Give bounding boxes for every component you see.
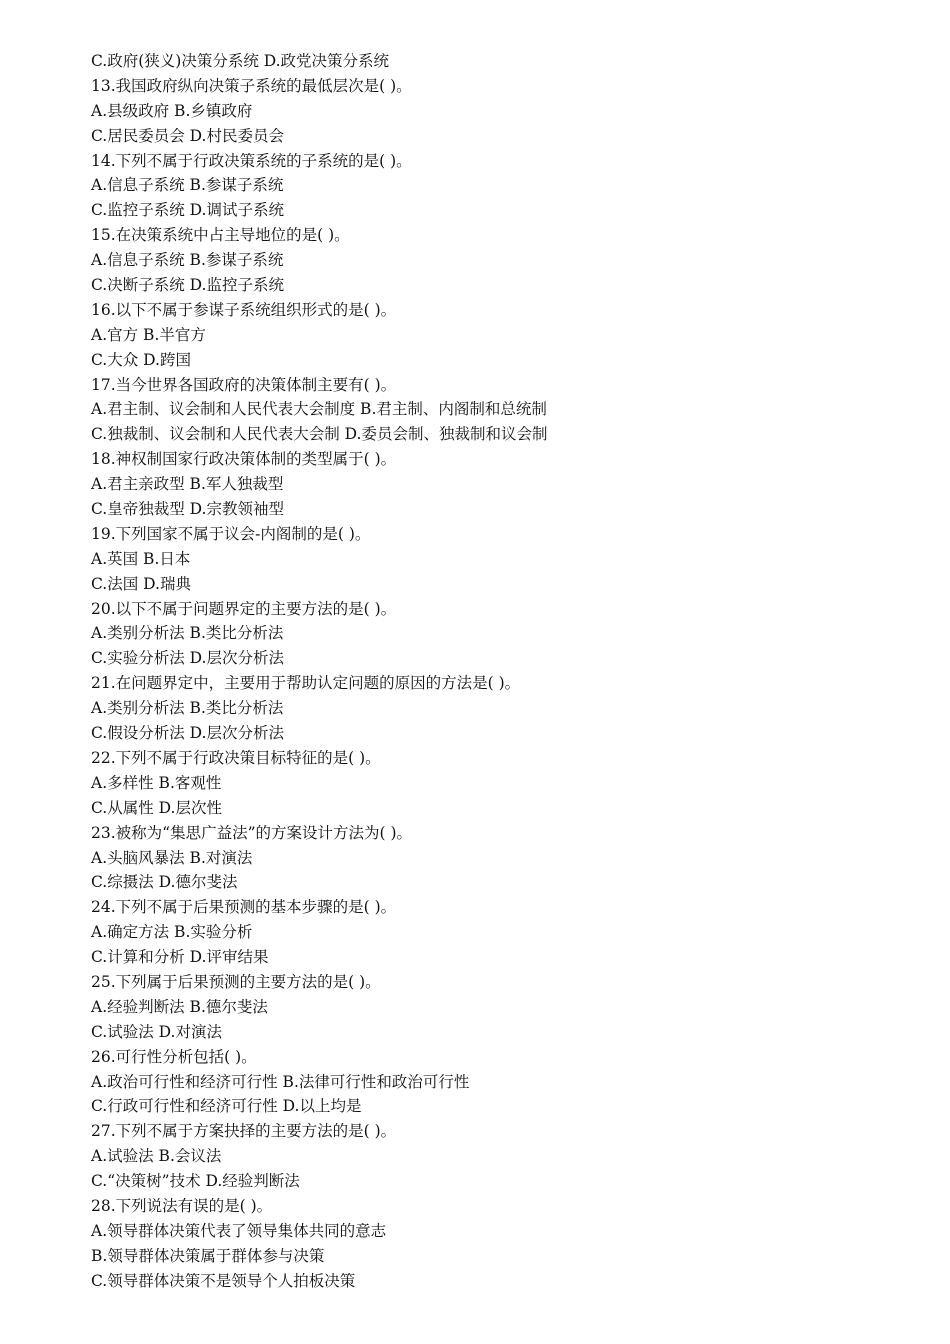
question-20: 20.以下不属于问题界定的主要方法的是( )。 <box>91 599 397 618</box>
options-line: A.类别分析法 B.类比分析法 <box>91 624 284 643</box>
options-line: A.官方 B.半官方 <box>91 325 206 344</box>
question-24: 24.下列不属于后果预测的基本步骤的是( )。 <box>91 898 397 917</box>
options-line: A.信息子系统 B.参谋子系统 <box>91 176 284 195</box>
options-line: C.法国 D.瑞典 <box>91 574 191 593</box>
options-line: C.监控子系统 D.调试子系统 <box>91 201 284 220</box>
options-line: C.居民委员会 D.村民委员会 <box>91 126 284 145</box>
question-13: 13.我国政府纵向决策子系统的最低层次是( )。 <box>91 76 412 95</box>
document-page <box>91 49 911 1294</box>
question-25: 25.下列属于后果预测的主要方法的是( )。 <box>91 972 381 991</box>
options-line: C.决断子系统 D.监控子系统 <box>91 276 284 295</box>
options-line: B.领导群体决策属于群体参与决策 <box>91 1246 325 1265</box>
options-line: C.皇帝独裁型 D.宗教领袖型 <box>91 500 284 519</box>
options-line: C.综摄法 D.德尔斐法 <box>91 873 238 892</box>
question-15: 15.在决策系统中占主导地位的是( )。 <box>91 226 350 245</box>
options-line: A.经验判断法 B.德尔斐法 <box>91 997 268 1016</box>
question-16: 16.以下不属于参谋子系统组织形式的是( )。 <box>91 300 397 319</box>
options-line: A.信息子系统 B.参谋子系统 <box>91 251 284 270</box>
options-line: A.政治可行性和经济可行性 B.法律可行性和政治可行性 <box>91 1072 470 1091</box>
options-line: A.君主亲政型 B.军人独裁型 <box>91 475 284 494</box>
question-27: 27.下列不属于方案抉择的主要方法的是( )。 <box>91 1122 397 1141</box>
question-23: 23.被称为“集思广益法”的方案设计方法为( )。 <box>91 823 413 842</box>
options-line: A.领导群体决策代表了领导集体共同的意志 <box>91 1221 387 1240</box>
options-line: A.英国 B.日本 <box>91 549 191 568</box>
options-line: C.实验分析法 D.层次分析法 <box>91 649 284 668</box>
question-19: 19.下列国家不属于议会-内阁制的是( )。 <box>91 524 371 543</box>
options-line: C.行政可行性和经济可行性 D.以上均是 <box>91 1097 362 1116</box>
options-line: C.大众 D.跨国 <box>91 350 191 369</box>
options-line: A.确定方法 B.实验分析 <box>91 923 253 942</box>
text-line: C.政府(狭义)决策分系统 D.政党决策分系统 <box>91 52 390 70</box>
question-22: 22.下列不属于行政决策目标特征的是( )。 <box>91 748 381 767</box>
options-line: C.试验法 D.对演法 <box>91 1022 222 1041</box>
question-26: 26.可行性分析包括( )。 <box>91 1047 257 1066</box>
options-line: C.独裁制、议会制和人民代表大会制 D.委员会制、独裁制和议会制 <box>91 425 548 444</box>
question-21: 21.在问题界定中，主要用于帮助认定问题的原因的方法是( )。 <box>91 674 521 693</box>
options-line: A.多样性 B.客观性 <box>91 773 222 792</box>
options-line: A.类别分析法 B.类比分析法 <box>91 699 284 718</box>
question-18: 18.神权制国家行政决策体制的类型属于( )。 <box>91 450 397 469</box>
options-line: C.计算和分析 D.评审结果 <box>91 948 269 967</box>
options-line: A.县级政府 B.乡镇政府 <box>91 101 253 120</box>
options-line: C.“决策树”技术 D.经验判断法 <box>91 1172 300 1191</box>
options-line: A.试验法 B.会议法 <box>91 1147 222 1166</box>
options-line: A.头脑风暴法 B.对演法 <box>91 848 253 867</box>
options-line: C.领导群体决策不是领导个人拍板决策 <box>91 1271 356 1290</box>
question-17: 17.当今世界各国政府的决策体制主要有( )。 <box>91 375 397 394</box>
question-14: 14.下列不属于行政决策系统的子系统的是( )。 <box>91 151 412 170</box>
options-line: A.君主制、议会制和人民代表大会制度 B.君主制、内阁制和总统制 <box>91 400 547 419</box>
options-line: C.从属性 D.层次性 <box>91 798 222 817</box>
options-line: C.假设分析法 D.层次分析法 <box>91 724 284 743</box>
question-28: 28.下列说法有误的是( )。 <box>91 1196 273 1215</box>
